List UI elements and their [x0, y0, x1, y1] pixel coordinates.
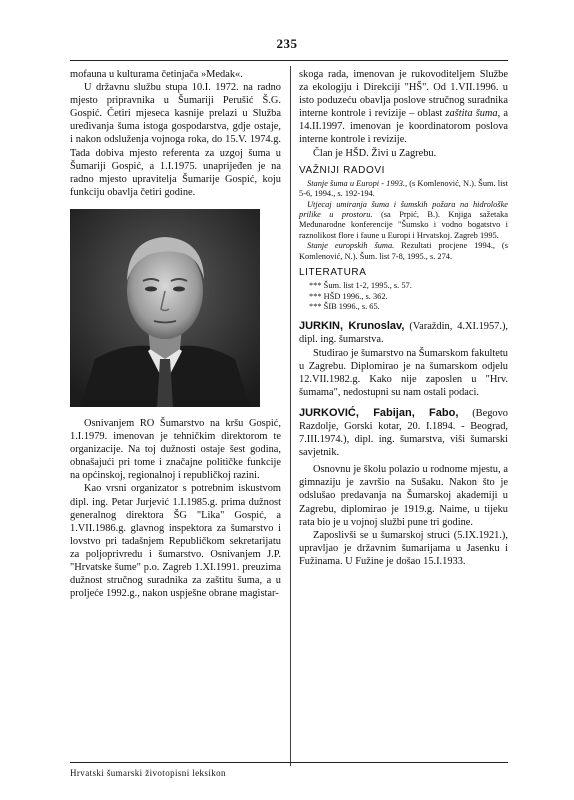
work-item — [299, 179, 508, 200]
work-details: Rezultati procjene 1994., (s Komlenović, N.). Šum. list 7-8, 1995., s. 274. — [299, 241, 508, 261]
left-paragraph-2: U državnu službu stupa 10.I. 1972. na radno mjesto pripravnika u Šumariji Perušić Š.G. Gospić. Četiri mjeseca kasnije prelazi u Služba uređivanja šuma istoga gospodarstva, gdje ostaje, i nakon odsluženja vojnoga roka, do 15.V. 1974.g. Tada dobiva mjesto referenta za uzgoj šuma u Šumariji Gospić, a 1.I.1975. unaprijeđen je na radno mjesto upravitelja Šumarije Gospić, koju funkciju obavlja četiri godine. — [70, 82, 281, 198]
work-title: Stanje šuma u Europi - 1993. — [307, 178, 406, 188]
entry-jurkin-details: (Varaždin, 4.XI.1957.), dipl. ing. šumarstva. — [299, 321, 508, 346]
works-heading: VAŽNIJI RADOVI — [299, 164, 386, 176]
right-paragraph-1-part-a: skoga rada, imenovan je rukovoditeljem Službe za ekologiju i Direkciji "HŠ". Od 1.VII.1996. u isto poduzeću obavlja poslove stručnog suradnika interne kontrole i revizije – oblast — [299, 69, 508, 120]
right-paragraph-1-italic: zaštita šuma — [445, 108, 498, 120]
works-list — [299, 179, 508, 262]
entry-jurkovic-text-1: Osnovnu je školu polazio u rodnome mjestu, a gimnaziju je završio na Sušaku. Nakon što je odslušao predavanja na Šumarskoj akademiji u Zagrebu, diplomirao je 1919.g. Naime, u tijeku rata bio je u vojnoj službi pune tri godine. — [299, 464, 508, 528]
literature-item: *** HŠD 1996., s. 362. — [309, 291, 388, 301]
footer-rule — [70, 762, 508, 763]
left-column — [70, 68, 281, 600]
entry-jurkovic-name: JURKOVIĆ, Fabijan, Fabo, — [299, 406, 459, 419]
portrait-photo — [70, 209, 260, 407]
right-paragraph-2: Član je HŠD. Živi u Zagrebu. — [313, 147, 437, 159]
right-paragraph-1 — [299, 68, 508, 147]
entry-jurkin-header — [299, 320, 508, 346]
right-column — [299, 68, 508, 568]
work-title: Stanje europskih šuma. — [307, 241, 395, 251]
literature-item: *** ŠIB 1996., s. 65. — [309, 301, 380, 311]
page-number: 235 — [276, 36, 298, 51]
work-details: (sa Prpić, B.). Knjiga sažetaka Međunarodne konferencije "Šumsko i vodno bogatstvo i raznolikost flore i faune u Europi i Hrvatskoj. Zagreb 1995. — [299, 209, 508, 240]
portrait-image — [70, 209, 260, 407]
entry-jurkin-name: JURKIN, Krunoslav, — [299, 320, 405, 333]
header-rule — [70, 60, 508, 61]
work-title: Utjecaj umiranja šuma i šumskih požara na hidrološke prilike u prostoru. — [299, 199, 508, 219]
left-paragraph-3: Osnivanjem RO Šumarstvo na kršu Gospić, 1.I.1979. imenovan je tehničkim direktorom te organizacije. Na toj dužnosti ostaje šest godina, obnašajući pri tome i značajne političke funkcije na općinskoj, regionalnoj i republičkoj razini. — [70, 417, 281, 482]
literature-list — [299, 281, 508, 312]
work-item — [299, 200, 508, 242]
entry-jurkin-text: Studirao je šumarstvo na Šumarskom fakultetu u Zagrebu. Diplomirao je na šumarskom odjelu 12.VII.1982.g. Kako nije zaposlen u "Hrv. šumama", nedostupni su nam ostali podaci. — [299, 347, 508, 398]
literature-heading: LITERATURA — [299, 267, 367, 278]
work-item — [299, 241, 508, 262]
entry-jurkovic-text-2: Zaposlivši se u šumarskoj struci (5.IX.1921.), upravljao je državnim šumarijama u Jasenku i Fužinama. U Fužine je došao 15.I.1933. — [299, 529, 508, 567]
right-paragraph-1-part-b: , a 14.II.1997. imenovan je koordinatorom poslova interne kontrole i revizije. — [299, 108, 508, 146]
entry-jurkovic-details: (Begovo Razdolje, Gorski kotar, 20. I.1894. - Beograd, 7.III.1974.), dipl. ing. šumarstva, viši šumarski savjetnik. — [299, 407, 508, 459]
entry-jurkovic-header — [299, 407, 508, 459]
literature-item: *** Šum. list 1-2, 1995., s. 57. — [309, 281, 412, 291]
footer-text: Hrvatski šumarski životopisni leksikon — [70, 768, 226, 778]
left-paragraph-1: mofauna u kulturama četinjača »Medak«. — [70, 69, 243, 80]
work-details: , (s Komlenović, N.). Šum. list 5-6, 1994., s. 192-194. — [299, 178, 508, 199]
entry-jurkovic — [299, 407, 508, 568]
column-divider — [290, 66, 291, 766]
entry-jurkin — [299, 320, 508, 399]
left-paragraph-4: Kao vrsni organizator s potrebnim iskustvom dipl. ing. Petar Jurjević 1.I.1985.g. prima dužnost generalnog direktora ŠG "Lika" Gospić, a 1.VII.1986.g. glavnog inspektora za šumarstvo i lovstvo pri tadašnjem Republičkom sekretarijatu za poljoprivredu i šumarstvo. Osnivanjem J.P. "Hrvatske šume" p.o. Zagreb 1.XI.1991. preuzima dužnost stručnog suradnika za zaštitu šuma, a u proljeće 1992.g., nakon uspješne obrane magistar- — [70, 483, 281, 600]
